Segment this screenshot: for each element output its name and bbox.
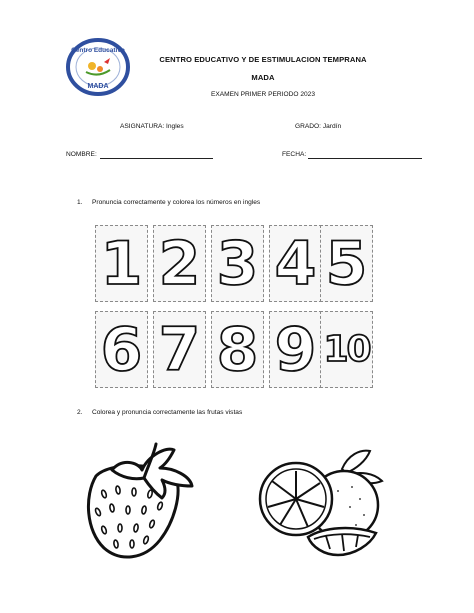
number-8: 8 (216, 314, 259, 385)
number-3: 3 (216, 228, 259, 299)
number-card-3[interactable] (211, 225, 264, 302)
number-card-4[interactable] (269, 225, 322, 302)
school-title: CENTRO EDUCATIVO Y DE ESTIMULACION TEMPRANA (159, 55, 367, 64)
school-logo (66, 38, 130, 96)
logo-text-top: Centro Educativo (71, 47, 125, 54)
school-title-name: MADA (251, 73, 275, 82)
number-7: 7 (158, 314, 201, 385)
question-1-number: 1. (77, 199, 83, 206)
number-4: 4 (274, 228, 317, 299)
number-6: 6 (100, 314, 143, 385)
exam-subtitle: EXAMEN PRIMER PERIODO 2023 (210, 91, 316, 98)
number-card-10[interactable] (320, 311, 373, 388)
number-5: 5 (325, 228, 368, 299)
date-blank-line[interactable] (308, 158, 422, 159)
logo-text-bottom: MADA (87, 83, 109, 90)
subject-field: ASIGNATURA: Ingles (120, 123, 184, 130)
grade-field: GRADO: Jardín (295, 123, 342, 130)
number-9: 9 (274, 314, 317, 385)
question-2-text: Colorea y pronuncia correctamente las frutas vistas (92, 409, 243, 416)
name-label: NOMBRE: (66, 151, 97, 158)
number-card-9[interactable] (269, 311, 322, 388)
number-card-6[interactable] (95, 311, 148, 388)
number-card-7[interactable] (153, 311, 206, 388)
number-card-2[interactable] (153, 225, 206, 302)
number-2: 2 (158, 228, 201, 299)
number-10: 10 (323, 329, 370, 370)
question-2-number: 2. (77, 409, 83, 416)
number-card-1[interactable] (95, 225, 148, 302)
number-card-5[interactable] (320, 225, 373, 302)
number-card-8[interactable] (211, 311, 264, 388)
question-1-text: Pronuncia correctamente y colorea los números en ingles (92, 199, 261, 206)
strawberry-drawing[interactable] (82, 436, 200, 564)
number-1: 1 (100, 228, 143, 299)
date-label: FECHA: (282, 151, 307, 158)
name-blank-line[interactable] (100, 158, 213, 159)
orange-slices-drawing[interactable] (252, 441, 388, 559)
